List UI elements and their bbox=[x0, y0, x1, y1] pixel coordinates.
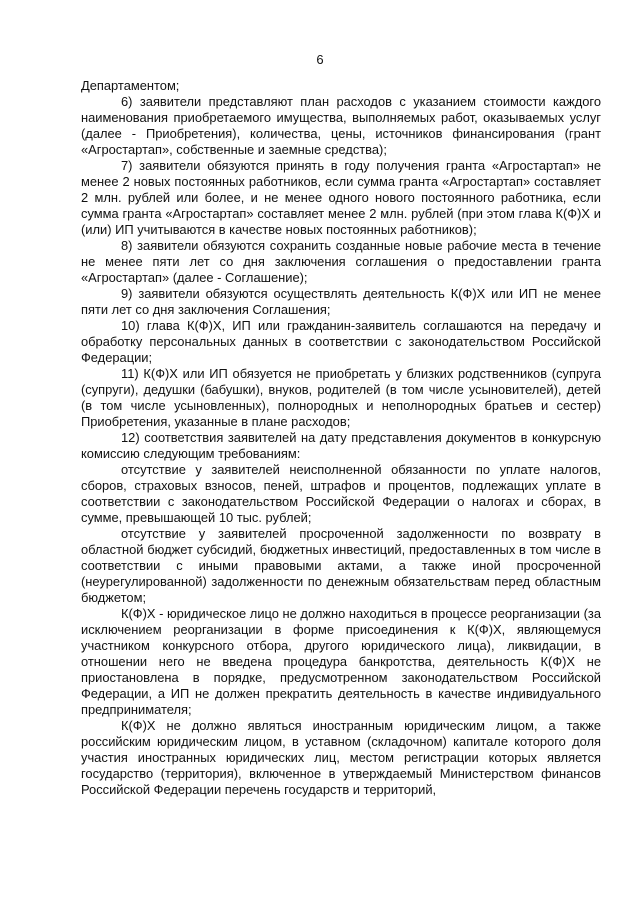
paragraph-item-12: 12) соответствия заявителей на дату представления документов в конкурсную комиссию следующим требованиям: bbox=[81, 430, 601, 461]
paragraph-reorganization: К(Ф)Х - юридическое лицо не должно находиться в процессе реорганизации (за исключением реорганизации в форме присоединения к К(Ф)Х, являющемуся участником конкурсного отбора, другого юридического лица), ликвидации, в отношении него не введена процедура банкротства, деятельность К(Ф)Х не приостановлена в порядке, предусмотренном законодательством Российской Федерации, а ИП не должен прекратить деятельность в качестве индивидуального предпринимателя; bbox=[81, 606, 601, 717]
page-number: 6 bbox=[316, 52, 324, 67]
paragraph-continuation: Департаментом; bbox=[81, 78, 180, 93]
paragraph-item-6: 6) заявители представляют план расходов с указанием стоимости каждого наименования приобретаемого имущества, выполняемых работ, оказываемых услуг (далее - Приобретения), количества, цены, источников финансирования (грант «Агростартап», собственные и заемные средства); bbox=[81, 94, 601, 157]
paragraph-item-9: 9) заявители обязуются осуществлять деятельность К(Ф)Х или ИП не менее пяти лет со дня заключения Соглашения; bbox=[81, 286, 601, 317]
paragraph-item-8: 8) заявители обязуются сохранить созданные новые рабочие места в течение не менее пяти лет со дня заключения соглашения о предоставлении гранта «Агростартап» (далее - Соглашение); bbox=[81, 238, 601, 285]
paragraph-tax-arrears: отсутствие у заявителей неисполненной обязанности по уплате налогов, сборов, страховых взносов, пеней, штрафов и процентов, подлежащих уплате в соответствии с законодательством Российской Федерации о налогах и сборах, в сумме, превышающей 10 тыс. рублей; bbox=[81, 462, 601, 525]
paragraph-item-11: 11) К(Ф)Х или ИП обязуется не приобретать у близких родственников (супруга (супруги), дедушки (бабушки), внуков, родителей (в том числе усыновителей), детей (в том числе усыновленных), полнородных и неполнородных братьев и сестер) Приобретения, указанные в плане расходов; bbox=[81, 366, 601, 429]
paragraph-foreign-entity: К(Ф)Х не должно являться иностранным юридическим лицом, а также российским юридическим лицом, в уставном (складочном) капитале которого доля участия иностранных юридических лиц, местом регистрации которых является государство (территория), включенное в утверждаемый Министерством финансов Российской Федерации перечень государств и территорий, bbox=[81, 718, 601, 797]
paragraph-item-10: 10) глава К(Ф)Х, ИП или гражданин-заявитель соглашаются на передачу и обработку персональных данных в соответствии с законодательством Российской Федерации; bbox=[81, 318, 601, 365]
document-body bbox=[81, 78, 601, 798]
paragraph-budget-arrears: отсутствие у заявителей просроченной задолженности по возврату в областной бюджет субсидий, бюджетных инвестиций, предоставленных в том числе в соответствии с иными правовыми актами, а также иной просроченной (неурегулированной) задолженности по денежным обязательствам перед областным бюджетом; bbox=[81, 526, 601, 605]
paragraph-item-7: 7) заявители обязуются принять в году получения гранта «Агростартап» не менее 2 новых постоянных работников, если сумма гранта «Агростартап» составляет 2 млн. рублей или более, и не менее одного нового постоянного работника, если сумма гранта «Агростартап» составляет менее 2 млн. рублей (при этом глава К(Ф)Х и (или) ИП учитываются в качестве новых постоянных работников); bbox=[81, 158, 601, 237]
